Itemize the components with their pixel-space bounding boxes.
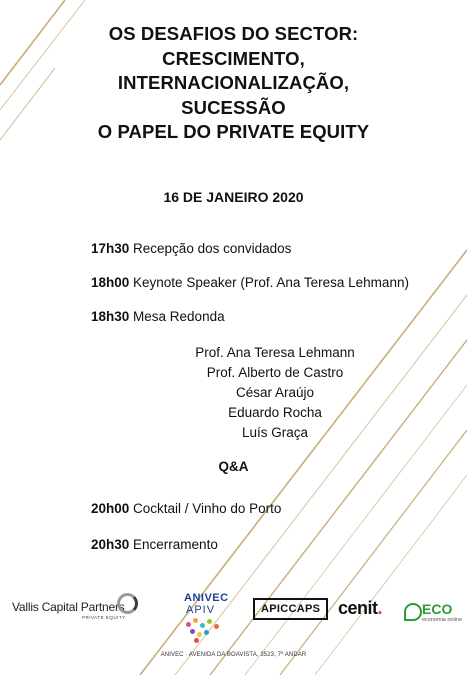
speaker-name: César Araújo: [235, 385, 315, 400]
agenda-text: Mesa Redonda: [129, 309, 225, 324]
agenda-item-cocktail: [91, 501, 281, 516]
agenda-time: 17h30: [91, 241, 130, 256]
agenda-time: 18h30: [91, 309, 130, 324]
speaker-name: Luís Graça: [241, 425, 309, 440]
leaf-icon: [404, 603, 422, 621]
agenda-item-reception: [91, 241, 291, 256]
anivec-logo-text: ANIVEC: [184, 592, 229, 604]
title-line-4: SUCESSÃO: [181, 96, 286, 118]
eco-logo-text: ECO: [422, 601, 453, 617]
speaker-list: [160, 343, 390, 443]
vallis-capital-logo: [12, 598, 126, 620]
event-title: [0, 22, 467, 145]
speaker-name: Eduardo Rocha: [228, 405, 322, 420]
vallis-logo-text: Vallis Capital Partners: [12, 600, 125, 614]
title-line-1: OS DESAFIOS DO SECTOR:: [108, 23, 359, 44]
title-line-2: CRESCIMENTO,: [162, 47, 305, 69]
apiv-logo-text: APIV: [186, 604, 216, 616]
agenda-item-roundtable: [91, 309, 225, 324]
event-date: 16 DE JANEIRO 2020: [163, 189, 304, 205]
eco-logo-subtext: economia online: [422, 617, 463, 623]
agenda-text: Recepção dos convidados: [129, 241, 292, 256]
agenda-item-keynote: [91, 275, 409, 290]
ring-logo-icon: [117, 593, 138, 614]
agenda-item-closing: [91, 537, 218, 552]
cenit-logo: [338, 598, 382, 619]
speaker-name: Prof. Ana Teresa Lehmann: [195, 345, 355, 360]
agenda-time: 20h30: [91, 537, 130, 552]
agenda-time: 20h00: [91, 501, 130, 516]
title-line-3: INTERNACIONALIZAÇÃO,: [117, 72, 350, 93]
title-line-5: O PAPEL DO PRIVATE EQUITY: [97, 121, 370, 142]
cenit-logo-text: cenit: [338, 598, 378, 618]
agenda-text: Keynote Speaker (Prof. Ana Teresa Lehmann): [129, 275, 409, 290]
qa-heading: Q&A: [218, 459, 249, 474]
agenda-text: Encerramento: [129, 537, 218, 552]
agenda-text: Cocktail / Vinho do Porto: [129, 501, 282, 516]
cenit-logo-dot: .: [377, 598, 383, 618]
apiccaps-logo: APICCAPS: [253, 598, 328, 620]
venue-address: ANIVEC · AVENIDA DA BOAVISTA, 3523, 7º ANDAR: [160, 652, 307, 658]
vallis-logo-subtext: PRIVATE EQUITY: [82, 615, 126, 620]
speaker-name: Prof. Alberto de Castro: [206, 365, 344, 380]
agenda-time: 18h00: [91, 275, 130, 290]
